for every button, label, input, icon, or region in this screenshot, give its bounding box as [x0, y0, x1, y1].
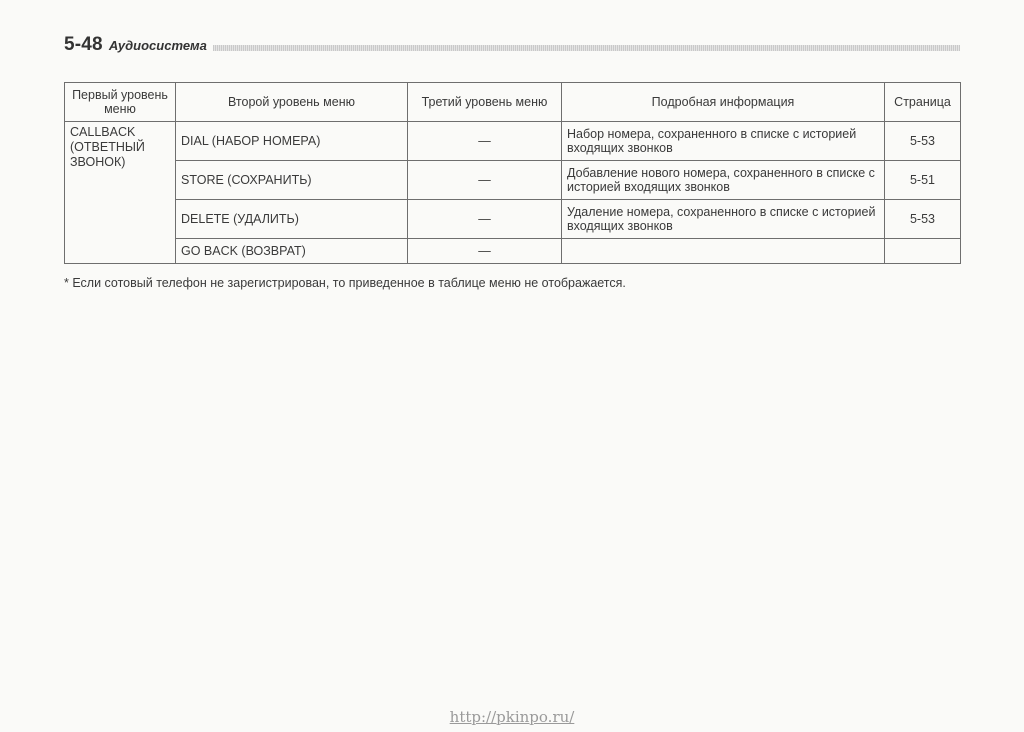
- first-level-line: (ОТВЕТНЫЙ: [70, 140, 145, 154]
- third-level-cell: —: [408, 239, 562, 264]
- third-level-cell: —: [408, 122, 562, 161]
- table-header-row: [65, 83, 961, 122]
- column-header-details: Подробная информация: [562, 83, 885, 122]
- table-row: [65, 161, 961, 200]
- table-row: [65, 122, 961, 161]
- page-cell: 5-53: [885, 122, 961, 161]
- second-level-cell: GO BACK (ВОЗВРАТ): [176, 239, 408, 264]
- page-cell: 5-53: [885, 200, 961, 239]
- watermark-link[interactable]: http://pkinpo.ru/: [449, 708, 575, 726]
- third-level-cell: —: [408, 161, 562, 200]
- table-row: [65, 239, 961, 264]
- detail-cell: Удаление номера, сохраненного в списке с историей входящих звонков: [562, 200, 885, 239]
- first-level-line: CALLBACK: [70, 125, 136, 139]
- second-level-cell: DELETE (УДАЛИТЬ): [176, 200, 408, 239]
- section-title: Аудиосистема: [108, 38, 207, 53]
- column-header-page: Страница: [885, 83, 961, 122]
- second-level-cell: DIAL (НАБОР НОМЕРА): [176, 122, 408, 161]
- page-header: [64, 33, 960, 55]
- first-level-cell: [65, 122, 176, 264]
- second-level-cell: STORE (СОХРАНИТЬ): [176, 161, 408, 200]
- detail-cell: Набор номера, сохраненного в списке с историей входящих звонков: [562, 122, 885, 161]
- page-cell: 5-51: [885, 161, 961, 200]
- detail-cell: [562, 239, 885, 264]
- page-number: 5-48: [64, 34, 103, 55]
- column-header-third-level: Третий уровень меню: [408, 83, 562, 122]
- table-row: [65, 200, 961, 239]
- third-level-cell: —: [408, 200, 562, 239]
- first-level-line: ЗВОНОК): [70, 155, 126, 169]
- column-header-second-level: Второй уровень меню: [176, 83, 408, 122]
- detail-cell: Добавление нового номера, сохраненного в списке с историей входящих звонков: [562, 161, 885, 200]
- column-header-first-level: Первый уровень меню: [65, 83, 176, 122]
- footnote: * Если сотовый телефон не зарегистрирован, то приведенное в таблице меню не отображается.: [64, 276, 626, 290]
- menu-table: [64, 82, 961, 264]
- header-rule: [213, 45, 960, 51]
- page-cell: [885, 239, 961, 264]
